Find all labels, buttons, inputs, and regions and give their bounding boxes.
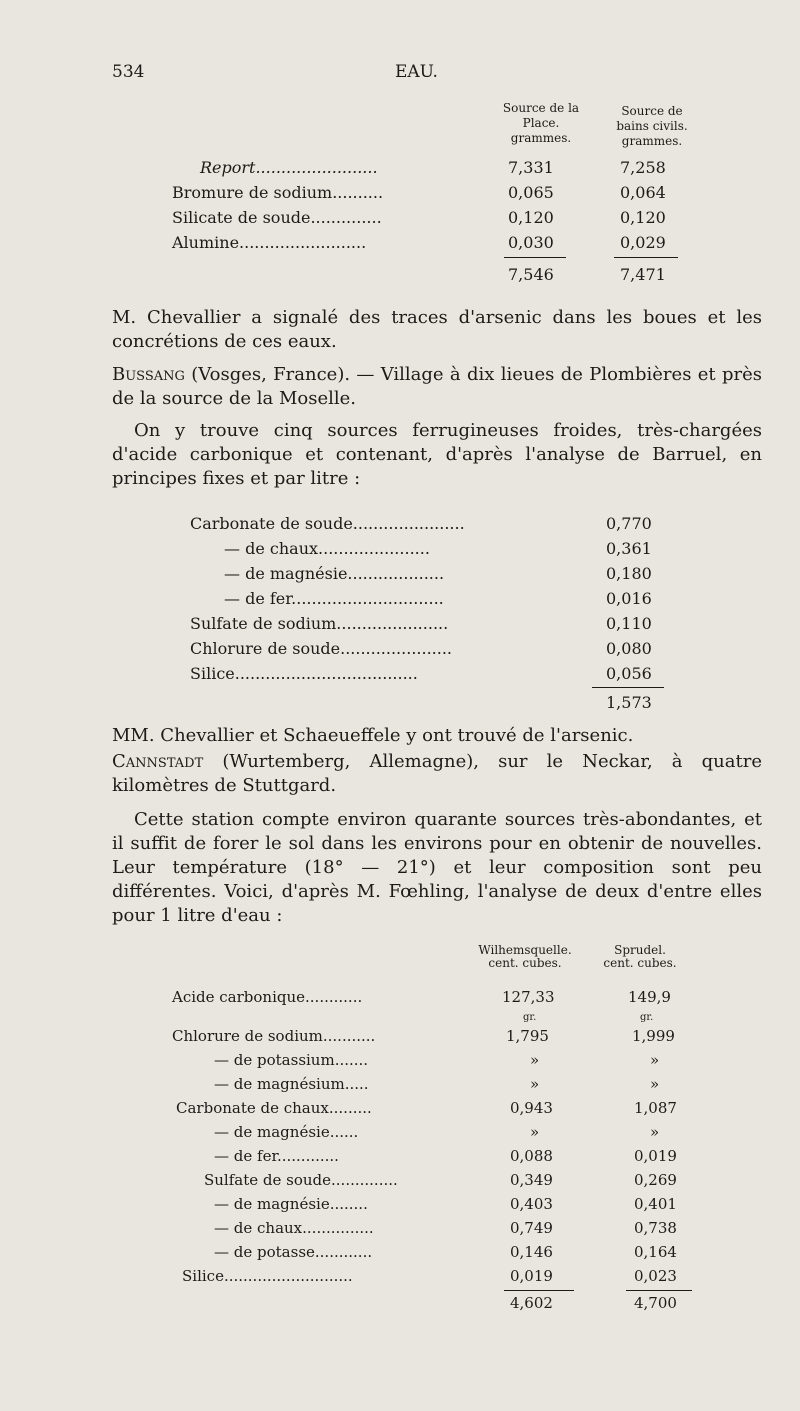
table1-label: Bromure de sodium.......... [172,183,384,202]
paragraph: Cette station compte environ quarante sources très-abondantes, et il suffit de forer le sol dans les environs pour en obtenir de nouvelles. Leur température (18° — 21°) et leur composition sont peu différentes. Voici, d'après M. Fœhling, l'analyse de deux d'entre elles pour 1 litre d'eau : [112,809,762,926]
table1-label: Alumine......................... [172,233,367,252]
table3-value: 0,088 [510,1147,553,1165]
paragraph-text: (Wurtemberg, Allemagne), sur le Neckar, à quatre kilomètres de Stuttgard. [112,751,762,796]
table3-label: — de fer............. [214,1147,339,1165]
table2-value: 0,056 [606,664,652,683]
table3-label: Sulfate de soude.............. [204,1171,398,1189]
table1-label: Report........................ [200,158,378,177]
table3-value: » [530,1051,540,1069]
running-title: EAU. [395,62,438,82]
table2-value: 0,361 [606,539,652,558]
table3-value: 0,146 [510,1243,553,1261]
table3-label: — de potasse............ [214,1243,373,1261]
unit-label: gr. [640,1012,654,1023]
table2-label: Chlorure de soude...................... [190,639,452,658]
unit-label: gr. [523,1012,537,1023]
table3-value: 149,9 [628,988,671,1006]
table2-value: 0,770 [606,514,652,533]
table2-value: 0,110 [606,614,652,633]
table3-value: 0,269 [634,1171,677,1189]
table3-value: 0,019 [510,1267,553,1285]
table3-value: 0,738 [634,1219,677,1237]
table3-value: » [650,1051,660,1069]
table3-label: — de potassium....... [214,1051,369,1069]
table3-value: » [650,1123,660,1141]
table3-label: — de magnésie...... [214,1123,359,1141]
table2-label: Silice.................................... [190,664,418,683]
table3-label: Carbonate de chaux......... [176,1099,372,1117]
paragraph [112,750,762,798]
table3-label: Chlorure de sodium........... [172,1027,376,1045]
table3-value: 0,349 [510,1171,553,1189]
table3-value: » [530,1075,540,1093]
table1-value: 0,064 [620,183,666,202]
table3-value: 0,019 [634,1147,677,1165]
table2-total: 1,573 [606,693,652,712]
table3-value: » [650,1075,660,1093]
table1-value: 0,120 [620,208,666,227]
table1-value: 7,258 [620,158,666,177]
sum-rule [504,257,566,258]
table3-total: 4,602 [510,1294,553,1312]
paragraph: M. Chevallier a signalé des traces d'arsenic dans les boues et les concrétions de ces eaux. [112,307,762,352]
table1-value: 0,030 [508,233,554,252]
table3-col2-header: Sprudel. cent. cubes. [603,943,677,970]
table3-label: Acide carbonique............ [172,988,363,1006]
table1-value: 0,120 [508,208,554,227]
paragraph: MM. Chevallier et Schaeueffele y ont trouvé de l'arsenic. [112,725,634,746]
table3-value: 0,401 [634,1195,677,1213]
table1-col2-header: Source de bains civils. grammes. [616,104,688,148]
place-name: Cannstadt [112,751,204,772]
table1-value: 0,065 [508,183,554,202]
table3-value: » [530,1123,540,1141]
paragraph [112,363,762,411]
table2-label: Carbonate de soude...................... [190,514,465,533]
table2-label: Sulfate de sodium...................... [190,614,449,633]
table3-total: 4,700 [634,1294,677,1312]
table3-value: 127,33 [502,988,555,1006]
table1-value: 7,331 [508,158,554,177]
table3-value: 1,087 [634,1099,677,1117]
table3-value: 0,164 [634,1243,677,1261]
table1-col1-header: Source de la Place. grammes. [502,101,580,145]
table3-value: 0,943 [510,1099,553,1117]
place-name: Bussang [112,364,185,385]
table3-value: 1,795 [506,1027,549,1045]
table2-value: 0,080 [606,639,652,658]
table3-value: 0,749 [510,1219,553,1237]
sum-rule [614,257,678,258]
page-number: 534 [112,62,145,82]
sum-rule [504,1290,574,1291]
table3-value: 1,999 [632,1027,675,1045]
table3-label: Silice........................... [182,1267,353,1285]
paragraph-text: (Vosges, France). — Village à dix lieues de Plombières et près de la source de la Moselle. [112,364,762,409]
sum-rule [626,1290,692,1291]
table2-value: 0,180 [606,564,652,583]
table2-label: — de magnésie................... [224,564,445,583]
table3-col1-header: Wilhemsquelle. cent. cubes. [478,943,572,970]
table1-value: 0,029 [620,233,666,252]
table3-label: — de magnésie........ [214,1195,368,1213]
sum-rule [592,687,664,688]
table3-label: — de magnésium..... [214,1075,369,1093]
table3-value: 0,403 [510,1195,553,1213]
table1-total: 7,471 [620,265,666,284]
table1-total: 7,546 [508,265,554,284]
table3-value: 0,023 [634,1267,677,1285]
table2-label: — de fer.............................. [224,589,444,608]
paragraph: On y trouve cinq sources ferrugineuses froides, très-chargées d'acide carbonique et contenant, d'après l'analyse de Barruel, en principes fixes et par litre : [112,420,762,489]
table2-value: 0,016 [606,589,652,608]
table1-label: Silicate de soude.............. [172,208,382,227]
table2-label: — de chaux...................... [224,539,430,558]
table3-label: — de chaux............... [214,1219,374,1237]
